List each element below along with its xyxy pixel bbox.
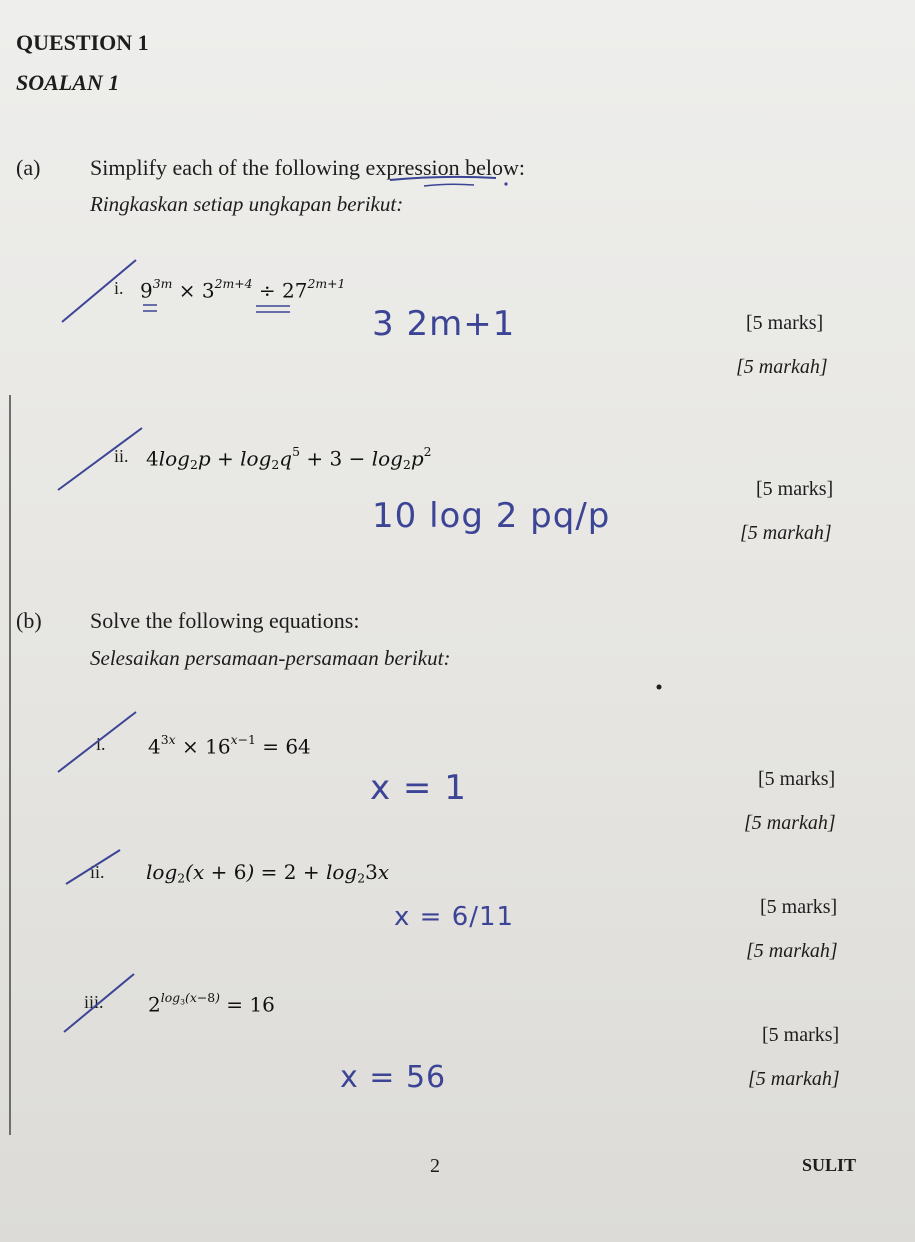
tick-mark [56, 424, 146, 494]
tick-mark [62, 970, 138, 1036]
a-i-expression: $9^{3m} \times 3^{2m+4} \div 27^{2m+1}$ [140, 276, 346, 303]
b-i-marks-en: [5 marks] [758, 768, 836, 790]
b-ii-marks-en: [5 marks] [760, 896, 838, 918]
a-i-numeral: i. [114, 278, 124, 298]
a-i-marks-en: [5 marks] [746, 312, 824, 334]
ink-dot [655, 683, 663, 691]
expression-underline-marks [140, 300, 310, 320]
a-ii-numeral: ii. [114, 446, 129, 466]
a-ii-marks-en: [5 marks] [756, 478, 834, 500]
b-ii-marks-ms: [5 markah] [746, 940, 838, 962]
b-ii-numeral: ii. [90, 862, 105, 882]
classification-label: SULIT [802, 1155, 857, 1175]
b-i-numeral: i. [96, 734, 106, 754]
part-b-label: (b) [16, 608, 42, 633]
a-i-handwritten-answer: 3 2m+1 [372, 304, 516, 344]
part-b-instruction-ms: Selesaikan persamaan-persamaan berikut: [90, 646, 451, 670]
a-ii-expression: $4\log_2p + \log_2q^5 + 3 - \log_2p^2$ [146, 444, 432, 473]
part-a-instruction-en: Simplify each of the following expression below: [90, 155, 526, 180]
a-i-marks-ms: [5 markah] [736, 356, 828, 378]
a-ii-marks-ms: [5 markah] [740, 522, 832, 544]
instruction-underline-mark [388, 172, 518, 190]
question-heading: QUESTION 1 [16, 30, 149, 55]
page-number: 2 [430, 1155, 440, 1177]
b-iii-marks-en: [5 marks] [762, 1024, 840, 1046]
b-iii-expression: $2^{log_3(x-8)} = 16$ [148, 990, 275, 1017]
b-i-expression: $4^{3x} \times 16^{x-1} = 64$ [148, 732, 311, 759]
tick-mark [56, 708, 140, 776]
b-iii-handwritten-answer: x = 56 [340, 1060, 447, 1095]
tick-mark [60, 256, 140, 326]
b-ii-expression: $\log_2(x + 6) = 2 + \log_23x$ [146, 860, 390, 886]
part-a-instruction-ms: Ringkaskan setiap ungkapan berikut: [90, 192, 404, 216]
tick-mark [64, 846, 124, 888]
part-a-label: (a) [16, 155, 41, 180]
part-b-instruction-en: Solve the following equations: [90, 608, 360, 633]
b-i-marks-ms: [5 markah] [744, 812, 836, 834]
b-ii-handwritten-answer: x = 6/11 [394, 902, 515, 932]
b-i-handwritten-answer: x = 1 [370, 768, 467, 808]
a-ii-handwritten-answer: 10 log 2 pq/p [372, 496, 611, 536]
b-iii-numeral: iii. [84, 992, 104, 1012]
b-iii-marks-ms: [5 markah] [748, 1068, 840, 1090]
margin-line [9, 395, 11, 1135]
soalan-heading: SOALAN 1 [16, 70, 120, 95]
